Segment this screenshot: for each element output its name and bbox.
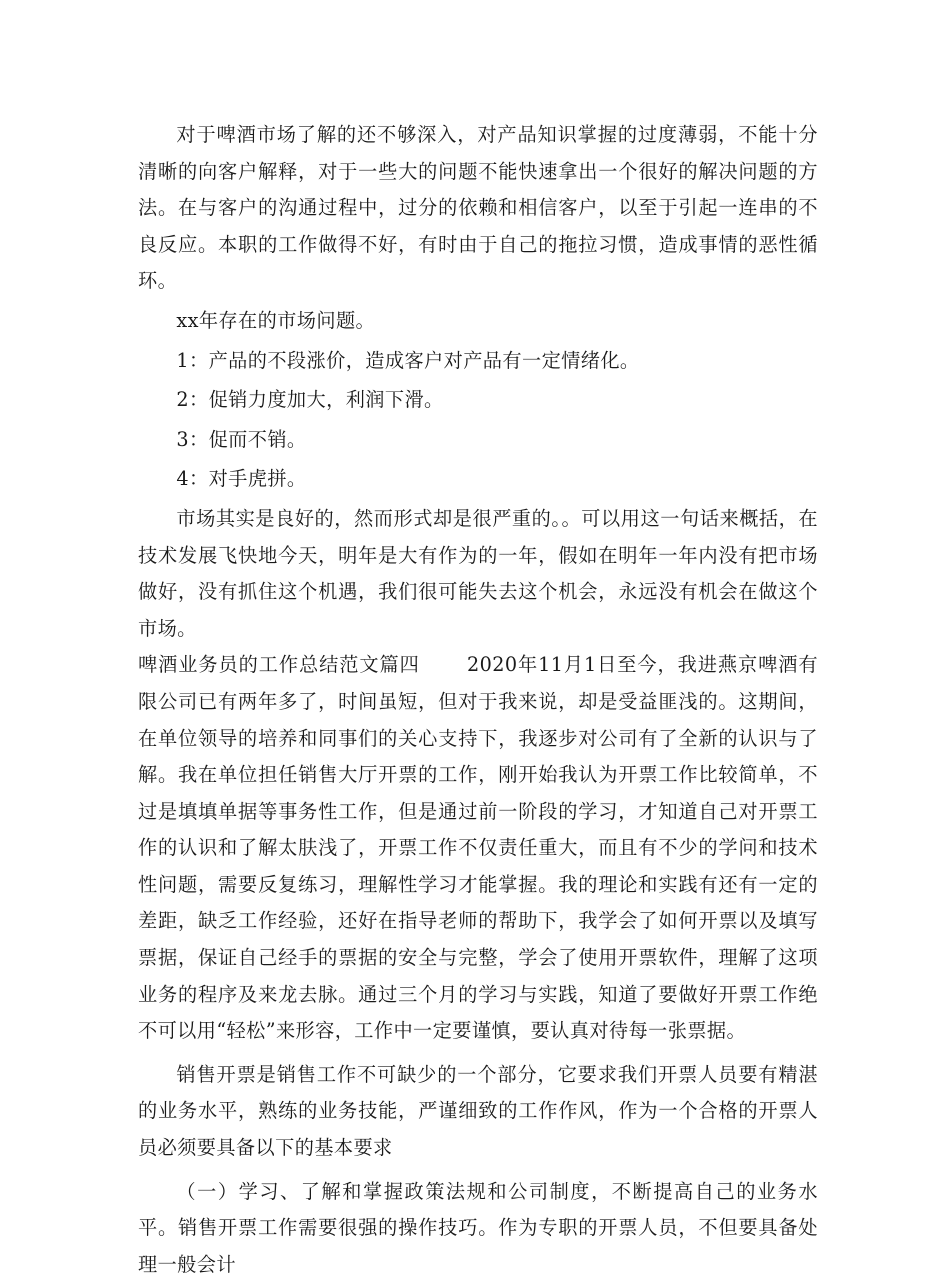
document-page: [138, 117, 818, 1283]
paragraph-weaknesses: 对于啤酒市场了解的还不够深入，对产品知识掌握的过度薄弱，不能十分清晰的向客户解释，对于一些大的问题不能快速拿出一个很好的解决问题的方法。在与客户的沟通过程中，过分的依赖和相信客户，以至于引起一连串的不良反应。本职的工作做得不好，有时由于自己的拖拉习惯，造成事情的恶性循环。: [138, 123, 818, 293]
paragraph-invoicing-requirements: 销售开票是销售工作不可缺少的一个部分，它要求我们开票人员要有精湛的业务水平，熟练的业务技能，严谨细致的工作作风，作为一个合格的开票人员必须要具备以下的基本要求: [138, 1062, 818, 1160]
paragraph-policy-learning: （一）学习、了解和掌握政策法规和公司制度，不断提高自己的业务水平。销售开票工作需要很强的操作技巧。作为专职的开票人员，不但要具备处理一般会计: [138, 1179, 818, 1276]
paragraph-summary-part-four: 啤酒业务员的工作总结范文篇四 2020年11月1日至今，我进燕京啤酒有限公司已有两年多了，时间虽短，但对于我来说，却是受益匪浅的。这期间，在单位领导的培养和同事们的关心支持下，我逐步对公司有了全新的认识与了解。我在单位担任销售大厅开票的工作，刚开始我认为开票工作比较简单，不过是填填单据等事务性工作，但是通过前一阶段的学习，才知道自己对开票工作的认识和了解太肤浅了，开票工作不仅责任重大，而且有不少的学问和技术性问题，需要反复练习，理解性学习才能掌握。我的理论和实践有还有一定的差距，缺乏工作经验，还好在指导老师的帮助下，我学会了如何开票以及填写票据，保证自己经手的票据的安全与完整，学会了使用开票软件，理解了这项业务的程序及来龙去脉。通过三个月的学习与实践，知道了要做好开票工作绝不可以用“轻松”来形容，工作中一定要谨慎，要认真对待每一张票据。: [138, 653, 818, 1043]
list-item-no-sales: 3：促而不销。: [176, 427, 307, 451]
paragraph-market-issues-heading: xx年存在的市场问题。: [176, 308, 376, 332]
paragraph-market-outlook: 市场其实是良好的，然而形式却是很严重的。。可以用这一句话来概括，在技术发展飞快地今天，明年是大有作为的一年，假如在明年一年内没有把市场做好，没有抓住这个机遇，我们很可能失去这个机会，永远没有机会在做这个市场。: [138, 506, 818, 640]
list-item-promotion: 2：促销力度加大，利润下滑。: [176, 388, 444, 412]
list-item-competitors: 4：对手虎拼。: [176, 467, 307, 491]
list-item-price-increase: 1：产品的不段涨价，造成客户对产品有一定情绪化。: [176, 348, 640, 372]
